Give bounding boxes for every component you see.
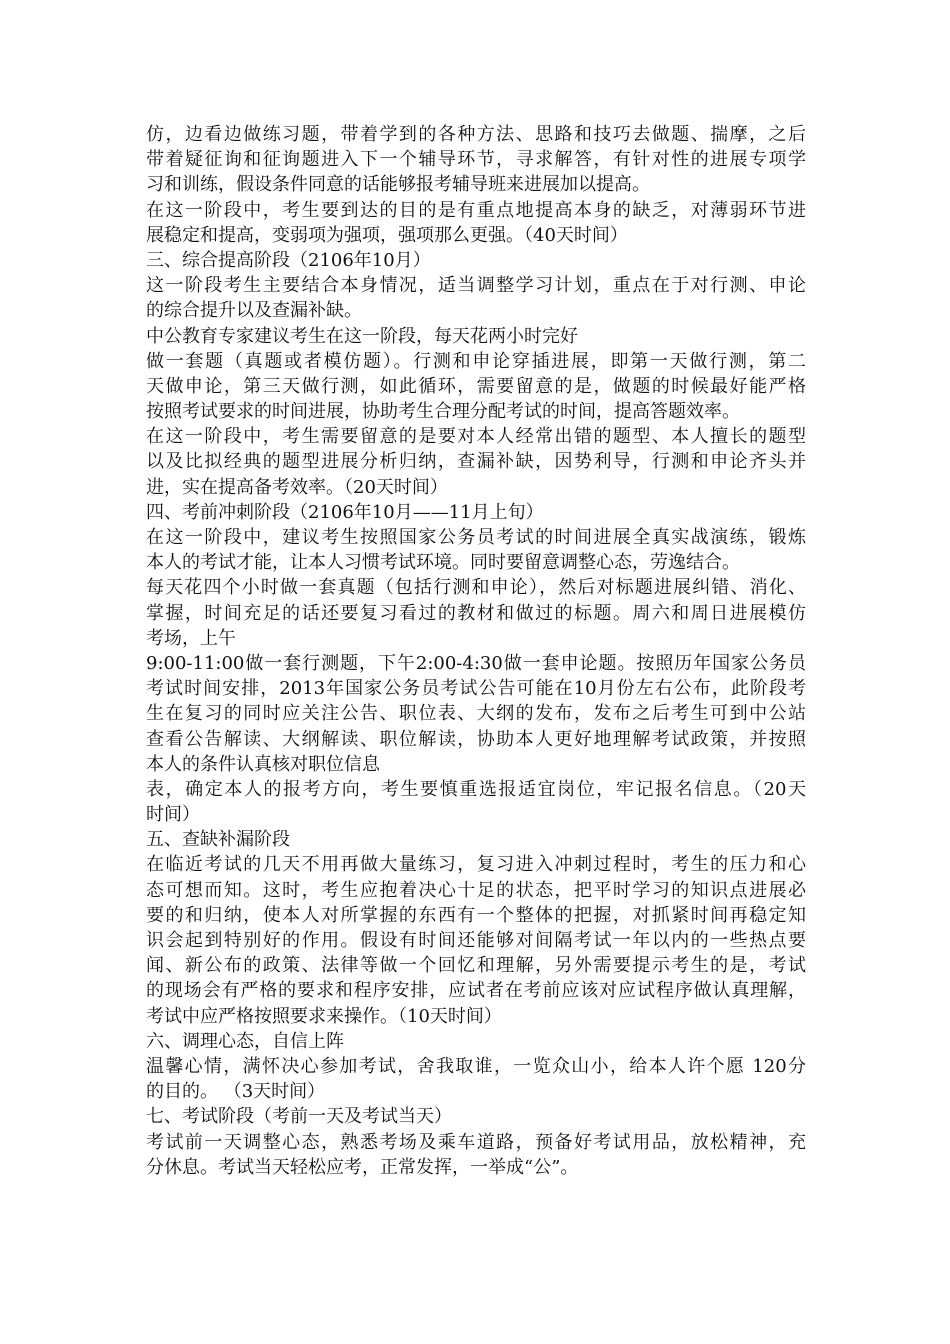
text-line: 的目的。 （3天时间） bbox=[146, 1081, 326, 1103]
text-line: 的现场会有严格的要求和程序安排，应试者在考前应该对应试程序做认真理解， bbox=[146, 980, 806, 1002]
text-line: 三、综合提高阶段（2106年10月） bbox=[146, 249, 431, 271]
text-line: 考试前一天调整心态，熟悉考场及乘车道路，预备好考试用品，放松精神，充 bbox=[146, 1131, 806, 1153]
text-line: 在临近考试的几天不用再做大量练习，复习进入冲刺过程时，考生的压力和心 bbox=[146, 854, 806, 876]
text-line: 习和训练，假设条件同意的话能够报考辅导班来进展加以提高。 bbox=[146, 174, 650, 196]
text-line: 考试时间安排，2013年国家公务员考试公告可能在10月份左右公布，此阶段考 bbox=[146, 678, 806, 700]
text-line: 七、考试阶段（考前一天及考试当天） bbox=[146, 1106, 452, 1128]
text-line: 进，实在提高备考效率。（20天时间） bbox=[146, 476, 448, 498]
text-line: 的综合提升以及查漏补缺。 bbox=[146, 300, 362, 322]
text-line: 这一阶段考生主要结合本身情况，适当调整学习计划，重点在于对行测、申论 bbox=[146, 275, 806, 297]
text-line: 本人的条件认真核对职位信息 bbox=[146, 753, 380, 775]
text-line: 展稳定和提高，变弱项为强项，强项那么更强。（40天时间） bbox=[146, 224, 628, 246]
text-line: 在这一阶段中，建议考生按照国家公务员考试的时间进展全真实战演练，锻炼 bbox=[146, 527, 806, 548]
text-line: 四、考前冲刺阶段（2106年10月——11月上旬） bbox=[146, 501, 544, 523]
text-line: 生在复习的同时应关注公告、职位表、大纲的发布，发布之后考生可到中公站 bbox=[146, 703, 806, 725]
text-line: 按照考试要求的时间进展，协助考生合理分配考试的时间，提高答题效率。 bbox=[146, 401, 740, 423]
text-line: 五、查缺补漏阶段 bbox=[146, 829, 290, 851]
text-line: 9:00-11:00做一套行测题，下午2:00-4:30做一套申论题。按照历年国家公务员 bbox=[146, 652, 806, 674]
text-line: 以及比拟经典的题型进展分析归纳，查漏补缺，因势利导，行测和申论齐头并 bbox=[146, 451, 806, 473]
text-line: 带着疑征询和征询题进入下一个辅导环节，寻求解答，有针对性的进展专项学 bbox=[146, 149, 806, 171]
text-line: 识会起到特别好的作用。假设有时间还能够对间隔考试一年以内的一些热点要 bbox=[146, 930, 806, 951]
document-body bbox=[146, 122, 806, 1180]
text-line: 每天花四个小时做一套真题（包括行测和申论），然后对标题进展纠错、消化、 bbox=[146, 577, 806, 599]
text-line: 六、调理心态，自信上阵 bbox=[146, 1030, 344, 1052]
text-line: 中公教育专家建议考生在这一阶段，每天花两小时完好 bbox=[146, 325, 578, 347]
text-line: 温馨心情，满怀决心参加考试，舍我取谁，一览众山小，给本人许个愿 120分 bbox=[146, 1055, 806, 1077]
text-line: 要的和归纳，使本人对所掌握的东西有一个整体的把握，对抓紧时间再稳定知 bbox=[146, 904, 806, 926]
text-line: 分休息。考试当天轻松应考，正常发挥，一举成“公”。 bbox=[146, 1156, 579, 1178]
text-line: 本人的考试才能，让本人习惯考试环境。同时要留意调整心态，劳逸结合。 bbox=[146, 552, 740, 574]
text-line: 考试中应严格按照要求来操作。（10天时间） bbox=[146, 1005, 502, 1027]
text-line: 在这一阶段中，考生要到达的目的是有重点地提高本身的缺乏，对薄弱环节进 bbox=[146, 199, 806, 221]
text-line: 仿，边看边做练习题，带着学到的各种方法、思路和技巧去做题、揣摩，之后 bbox=[146, 124, 806, 145]
text-line: 表，确定本人的报考方向，考生要慎重选报适宜岗位，牢记报名信息。（20天 bbox=[146, 778, 806, 800]
text-line: 查看公告解读、大纲解读、职位解读，协助本人更好地理解考试政策，并按照 bbox=[146, 728, 806, 750]
text-line: 做一套题（真题或者模仿题）。行测和申论穿插进展，即第一天做行测，第二 bbox=[146, 350, 806, 372]
text-line: 考场，上午 bbox=[146, 627, 236, 649]
text-line: 态可想而知。这时，考生应抱着决心十足的状态，把平时学习的知识点进展必 bbox=[146, 879, 806, 901]
text-line: 天做申论，第三天做行测，如此循环，需要留意的是，做题的时候最好能严格 bbox=[146, 375, 806, 397]
text-line: 掌握，时间充足的话还要复习看过的教材和做过的标题。周六和周日进展模仿 bbox=[146, 602, 806, 624]
text-line: 在这一阶段中，考生需要留意的是要对本人经常出错的题型、本人擅长的题型 bbox=[146, 426, 806, 448]
text-line: 闻、新公布的政策、法律等做一个回忆和理解，另外需要提示考生的是，考试 bbox=[146, 955, 806, 977]
text-line: 时间） bbox=[146, 804, 200, 826]
